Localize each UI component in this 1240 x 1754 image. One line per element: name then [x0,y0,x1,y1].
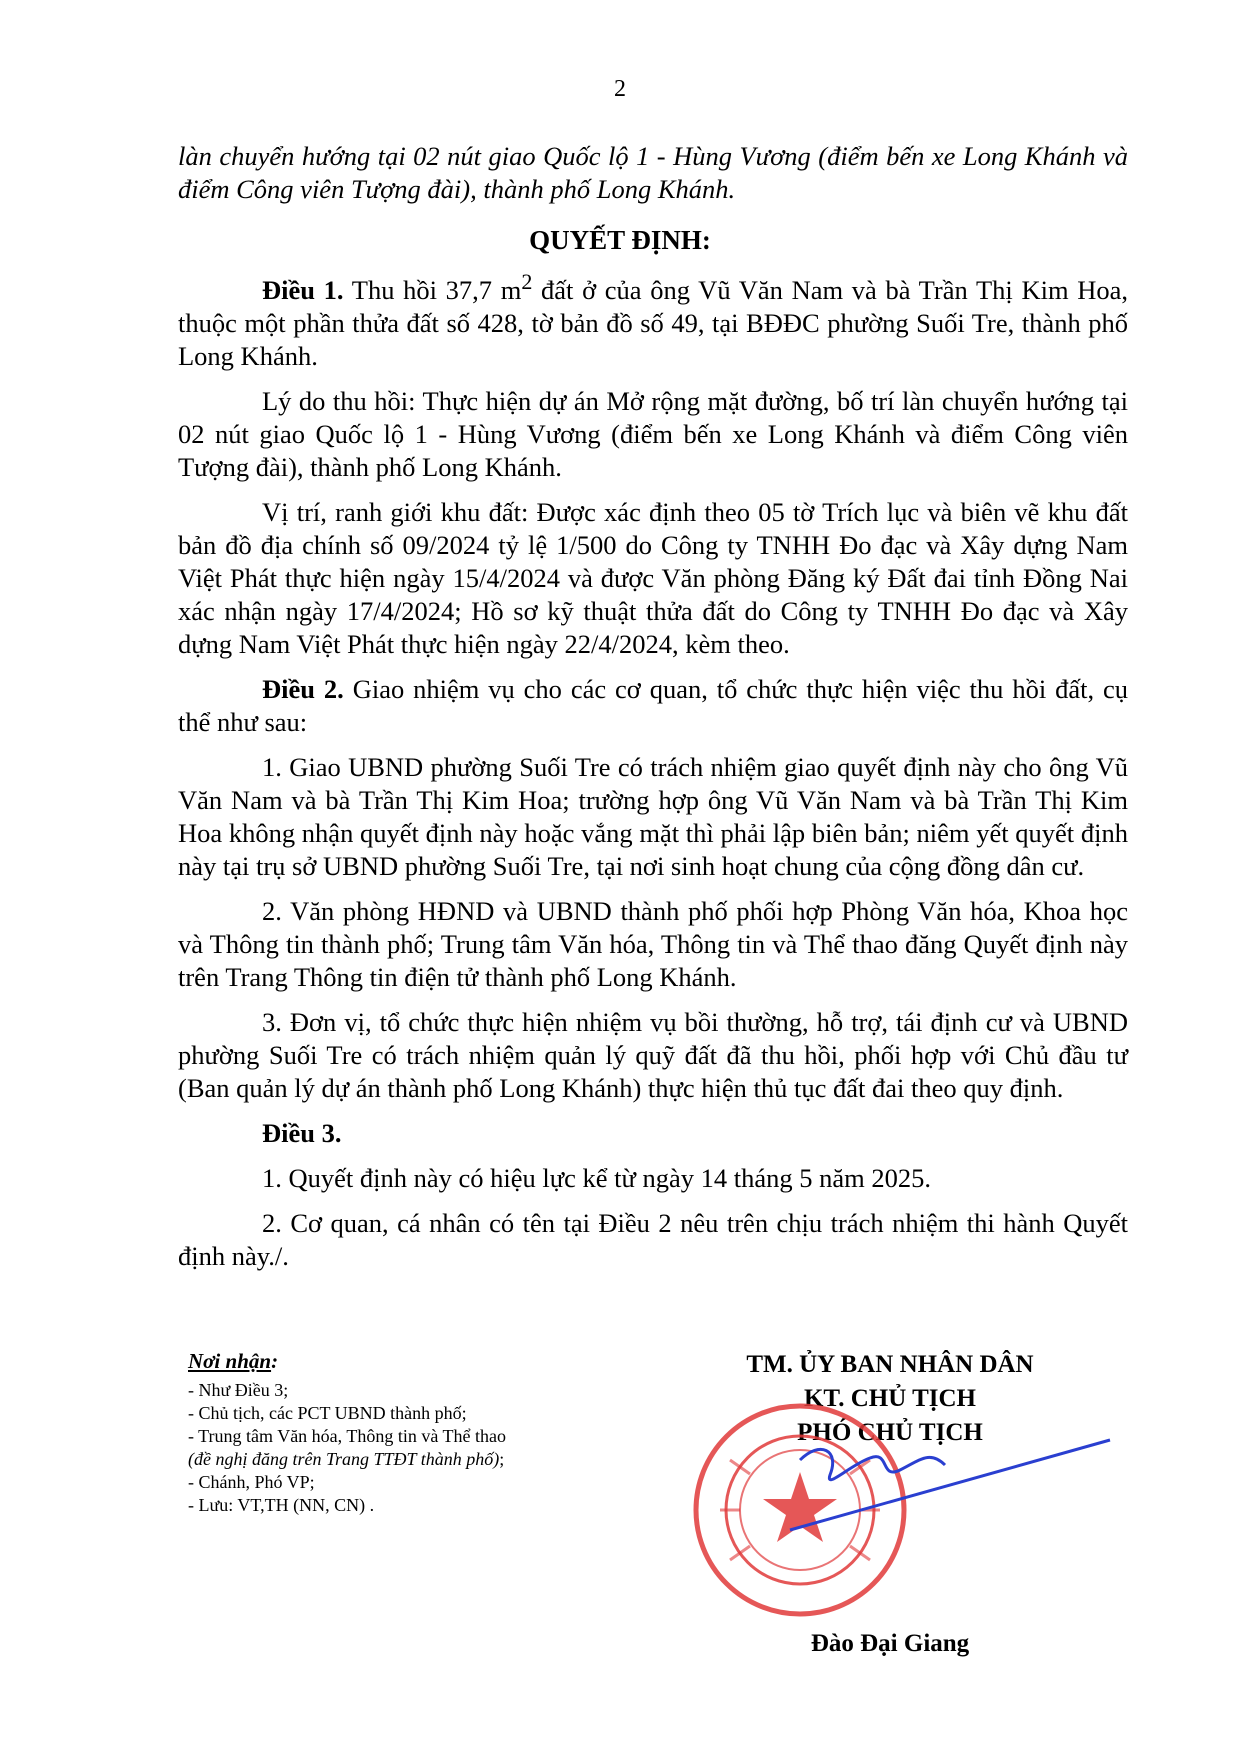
article-1-location: Vị trí, ranh giới khu đất: Được xác định theo 05 tờ Trích lục và biên vẽ khu đất bản đồ địa chính số 09/2024 tỷ lệ 1/500 do Công ty TNHH Đo đạc và Xây dựng Nam Việt Phát thực hiện ngày 15/4/2024 và được Văn phòng Đăng ký Đất đai tỉnh Đồng Nai xác nhận ngày 17/4/2024; Hồ sơ kỹ thuật thửa đất do Công ty TNHH Đo đạc và Xây dựng Nam Việt Phát thực hiện ngày 22/4/2024, kèm theo. [178,496,1128,659]
recipient-line: - Chánh, Phó VP; [188,1472,315,1492]
recipient-line: - Như Điều 3; [188,1380,289,1400]
recipient-line: - Lưu: VT,TH (NN, CN) . [188,1495,375,1515]
article-2-text: Giao nhiệm vụ cho các cơ quan, tổ chức thực hiện việc thu hồi đất, cụ thể như sau: [178,673,1129,737]
recipients-block [188,1350,648,1517]
article-2-item: 2. Văn phòng HĐND và UBND thành phố phối hợp Phòng Văn hóa, Khoa học và Thông tin thành phố; Trung tâm Văn hóa, Thông tin và Thể thao đăng Quyết định này trên Trang Thông tin điện tử thành phố Long Khánh. [178,895,1128,992]
article-3-item: 1. Quyết định này có hiệu lực kể từ ngày 14 tháng 5 năm 2025. [262,1162,932,1193]
article-3-label: Điều 3. [262,1117,342,1148]
signature-line-2: KT. CHỦ TỊCH [803,1385,977,1412]
article-1 [178,265,1128,373]
recipient-line: - Trung tâm Văn hóa, Thông tin và Thể thao [188,1426,506,1446]
signer-name: Đào Đại Giang [810,1630,970,1657]
decision-body [178,265,1128,1285]
article-1-text-b: đất ở của ông Vũ Văn Nam và bà Trần Thị Kim Hoa, thuộc một phần thửa đất số 428, tờ bản đồ số 49, tại BĐĐC phường Suối Tre, thành phố Long Khánh. [178,274,1129,371]
area-unit-superscript: 2 [521,269,533,294]
recipient-line: - Chủ tịch, các PCT UBND thành phố; [188,1403,467,1423]
article-2 [178,673,1128,739]
decision-heading: QUYẾT ĐỊNH: [529,225,711,255]
page-number: 2 [614,76,626,102]
article-3-item: 2. Cơ quan, cá nhân có tên tại Điều 2 nêu trên chịu trách nhiệm thi hành Quyết định này./. [178,1207,1128,1271]
article-1-label: Điều 1. [262,274,344,305]
intro-text: làn chuyển hướng tại 02 nút giao Quốc lộ 1 - Hùng Vương (điểm bến xe Long Khánh và điểm Công viên Tượng đài), thành phố Long Khánh. [178,141,1128,204]
article-2-item: 3. Đơn vị, tổ chức thực hiện nhiệm vụ bồi thường, hỗ trợ, tái định cư và UBND phường Suối Tre có trách nhiệm quản lý quỹ đất đã thu hồi, phối hợp với Chủ đầu tư (Ban quản lý dự án thành phố Long Khánh) thực hiện thủ tục đất đai theo quy định. [178,1006,1128,1103]
article-1-text-a: Thu hồi 37,7 m [343,274,522,305]
signature-line-3: PHÓ CHỦ TỊCH [797,1419,983,1446]
article-2-item: 1. Giao UBND phường Suối Tre có trách nhiệm giao quyết định này cho ông Vũ Văn Nam và bà Trần Thị Kim Hoa; trường hợp ông Vũ Văn Nam và bà Trần Thị Kim Hoa không nhận quyết định này hoặc vắng mặt thì phải lập biên bản; niêm yết quyết định này tại trụ sở UBND phường Suối Tre, tại nơi sinh hoạt chung của cộng đồng dân cư. [178,751,1128,881]
signature-line-1: TM. ỦY BAN NHÂN DÂN [746,1351,1034,1378]
handwritten-signature-icon [760,1420,1120,1540]
article-1-reason: Lý do thu hồi: Thực hiện dự án Mở rộng mặt đường, bố trí làn chuyển hướng tại 02 nút giao Quốc lộ 1 - Hùng Vương (điểm bến xe Long Khánh và điểm Công viên Tượng đài), thành phố Long Khánh. [178,385,1128,482]
recipients-title: Nơi nhận: [188,1349,279,1373]
article-3 [178,1117,1128,1150]
recipient-note: (đề nghị đăng trên Trang TTĐT thành phố); [188,1449,505,1469]
article-2-label: Điều 2. [262,673,344,704]
